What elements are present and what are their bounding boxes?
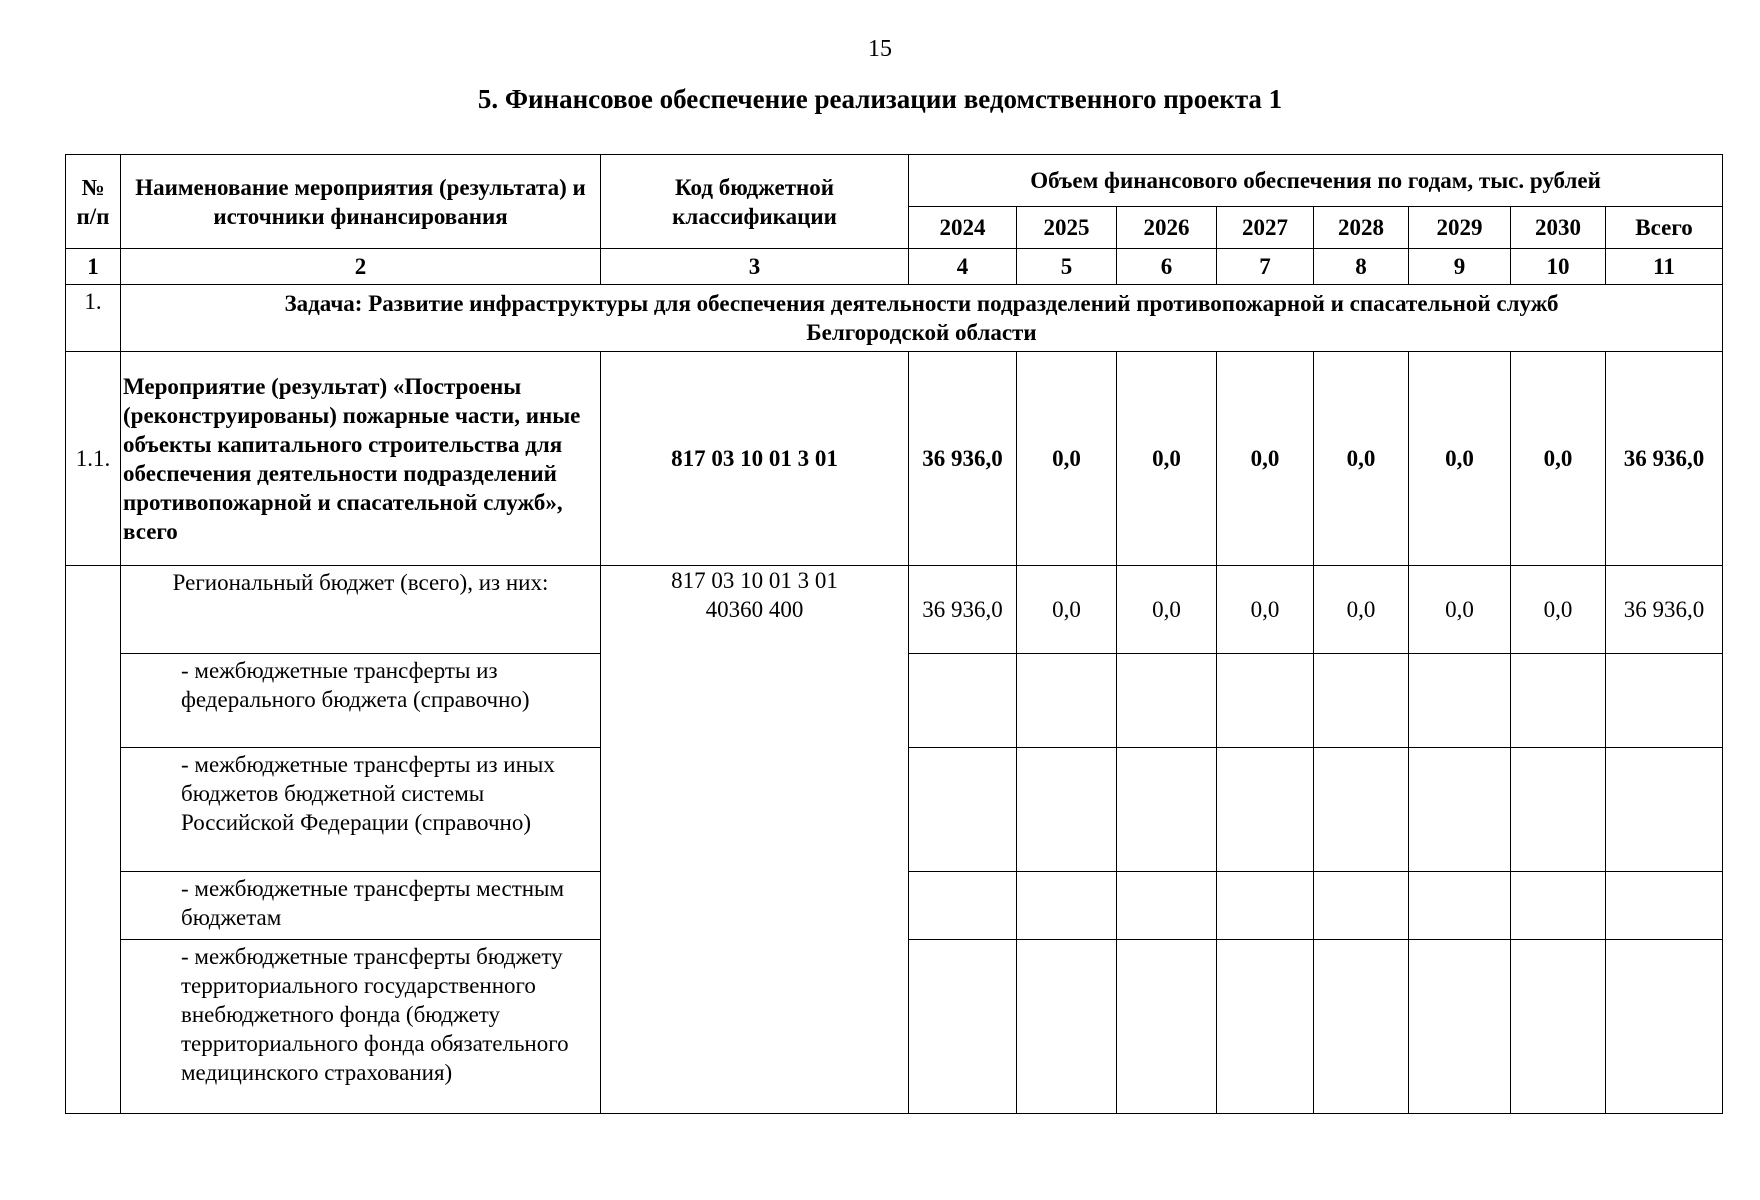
- regional-value: 36 936,0: [909, 566, 1017, 654]
- activity-value: 36 936,0: [909, 352, 1017, 566]
- empty-cell: [1409, 940, 1511, 1114]
- empty-cell: [1217, 748, 1314, 872]
- activity-code: 817 03 10 01 3 01: [601, 352, 909, 566]
- empty-cell: [1017, 654, 1117, 748]
- empty-cell: [1314, 872, 1409, 940]
- empty-cell: [909, 654, 1017, 748]
- col-number: 6: [1117, 249, 1217, 285]
- empty-cell: [1217, 654, 1314, 748]
- sub-row-label: - межбюджетные трансферты бюджету территориального государственного внебюджетного фонда (бюджету территориального фонда обязательного медицинского страхования): [121, 940, 601, 1114]
- activity-name: Мероприятие (результат) «Построены (реконструированы) пожарные части, иные объекты капитального строительства для обеспечения деятельности подразделений противопожарной и спасательной служб», всего: [121, 352, 601, 566]
- empty-cell: [1314, 748, 1409, 872]
- task-text: Задача: Развитие инфраструктуры для обеспечения деятельности подразделений противопожарной и спасательной служб Белгородской области: [121, 285, 1723, 352]
- col-number: 3: [601, 249, 909, 285]
- empty-cell: [1017, 872, 1117, 940]
- sub-row-label: - межбюджетные трансферты из иных бюджетов бюджетной системы Российской Федерации (справочно): [121, 748, 601, 872]
- year-total: Всего: [1606, 207, 1723, 249]
- empty-cell: [1117, 654, 1217, 748]
- empty-cell: [1511, 940, 1606, 1114]
- empty-cell: [909, 748, 1017, 872]
- empty-cell: [1606, 748, 1723, 872]
- regional-name: Региональный бюджет (всего), из них:: [121, 566, 601, 654]
- empty-cell: [1409, 748, 1511, 872]
- empty-cell: [1606, 654, 1723, 748]
- year-2027: 2027: [1217, 207, 1314, 249]
- header-num: № п/п: [66, 155, 121, 249]
- col-number: 5: [1017, 249, 1117, 285]
- task-row: [66, 285, 1723, 352]
- empty-cell: [1511, 654, 1606, 748]
- regional-value: 0,0: [1409, 566, 1511, 654]
- regional-code: 817 03 10 01 3 01 40360 400: [601, 566, 909, 1114]
- activity-value: 0,0: [1511, 352, 1606, 566]
- activity-value: 36 936,0: [1606, 352, 1723, 566]
- sub-row-label: - межбюджетные трансферты из федерального бюджета (справочно): [121, 654, 601, 748]
- empty-cell: [1017, 940, 1117, 1114]
- activity-row: [66, 352, 1723, 566]
- empty-cell: [1409, 872, 1511, 940]
- year-2028: 2028: [1314, 207, 1409, 249]
- empty-cell: [1117, 940, 1217, 1114]
- empty-cell: [1217, 872, 1314, 940]
- empty-cell: [1217, 940, 1314, 1114]
- empty-cell: [1511, 748, 1606, 872]
- empty-cell: [1117, 748, 1217, 872]
- header-row: [66, 155, 1723, 207]
- col-number: 7: [1217, 249, 1314, 285]
- empty-cell: [1409, 654, 1511, 748]
- empty-cell: [1606, 872, 1723, 940]
- column-numbers-row: [66, 249, 1723, 285]
- activity-value: 0,0: [1409, 352, 1511, 566]
- col-number: 8: [1314, 249, 1409, 285]
- empty-num-cell: [66, 566, 121, 1114]
- financing-table: [65, 154, 1723, 1114]
- regional-value: 36 936,0: [1606, 566, 1723, 654]
- page-number: 15: [868, 36, 892, 62]
- activity-value: 0,0: [1017, 352, 1117, 566]
- page-title: 5. Финансовое обеспечение реализации ведомственного проекта 1: [477, 84, 1283, 114]
- empty-cell: [909, 872, 1017, 940]
- regional-value: 0,0: [1511, 566, 1606, 654]
- col-number: 1: [66, 249, 121, 285]
- activity-num: 1.1.: [66, 352, 121, 566]
- activity-value: 0,0: [1217, 352, 1314, 566]
- year-2026: 2026: [1117, 207, 1217, 249]
- activity-value: 0,0: [1117, 352, 1217, 566]
- year-2029: 2029: [1409, 207, 1511, 249]
- task-num: 1.: [66, 285, 121, 352]
- empty-cell: [1117, 872, 1217, 940]
- empty-cell: [1017, 748, 1117, 872]
- regional-value: 0,0: [1314, 566, 1409, 654]
- regional-value: 0,0: [1117, 566, 1217, 654]
- year-2025: 2025: [1017, 207, 1117, 249]
- empty-cell: [909, 940, 1017, 1114]
- header-name: Наименование мероприятия (результата) и источники финансирования: [121, 155, 601, 249]
- year-2024: 2024: [909, 207, 1017, 249]
- empty-cell: [1314, 940, 1409, 1114]
- activity-value: 0,0: [1314, 352, 1409, 566]
- col-number: 11: [1606, 249, 1723, 285]
- header-volume: Объем финансового обеспечения по годам, тыс. рублей: [909, 155, 1723, 207]
- empty-cell: [1511, 872, 1606, 940]
- empty-cell: [1314, 654, 1409, 748]
- col-number: 9: [1409, 249, 1511, 285]
- col-number: 4: [909, 249, 1017, 285]
- col-number: 2: [121, 249, 601, 285]
- regional-budget-row: [66, 566, 1723, 654]
- sub-row-label: - межбюджетные трансферты местным бюджетам: [121, 872, 601, 940]
- empty-cell: [1606, 940, 1723, 1114]
- col-number: 10: [1511, 249, 1606, 285]
- year-2030: 2030: [1511, 207, 1606, 249]
- regional-value: 0,0: [1217, 566, 1314, 654]
- header-code: Код бюджетной классификации: [601, 155, 909, 249]
- regional-value: 0,0: [1017, 566, 1117, 654]
